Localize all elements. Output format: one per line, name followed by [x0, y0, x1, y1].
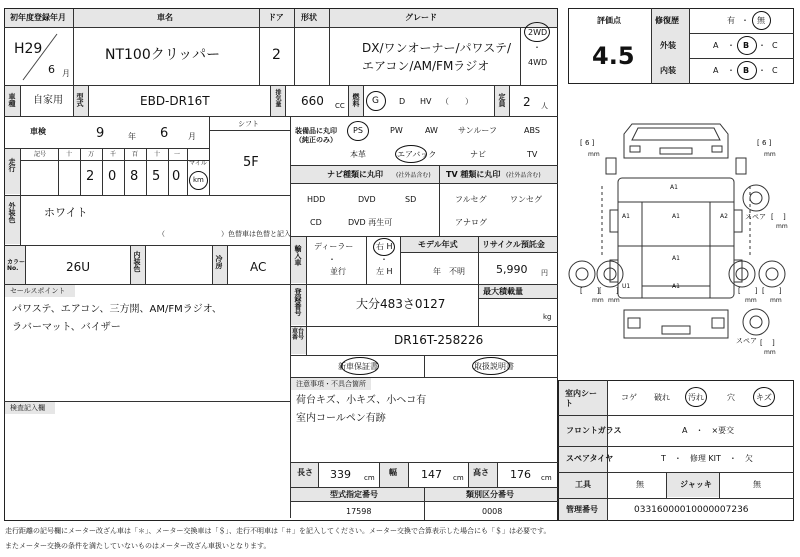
footnote-line2: またメーター交換の条件を満たしていないものはメーター改ざん車扱いとなります。 [5, 542, 271, 550]
mileage-unit-4: 十 [154, 151, 161, 158]
width-label: 幅 [389, 468, 397, 477]
interior-dot2: ・ [758, 66, 766, 75]
import-left: 左 H [376, 267, 393, 276]
sales-point-line1: パワステ、エアコン、三方開、AM/FMラジオ、 [12, 304, 222, 315]
exterior-label: 外装 [660, 41, 676, 50]
category-value: 0008 [482, 507, 503, 516]
exterior-c: C [772, 41, 778, 50]
interior-b: B [743, 66, 750, 75]
diagram-rear-mid-mm: mm [608, 297, 620, 304]
height-value: 176 [510, 468, 531, 481]
diagram-front-left-six: 6 [584, 139, 590, 147]
model-designation-value: 17598 [346, 507, 372, 516]
import-right: 右 H [376, 242, 393, 251]
damage-a1-center: A1 [672, 213, 680, 220]
warranty: 新車保証書 [338, 362, 378, 371]
spare-tire-label: スペアタイヤ [566, 454, 614, 463]
notes-line2: 室内コールペン有跡 [296, 413, 386, 424]
displacement-value: 660 [301, 94, 324, 108]
registration-value: 大分483さ0127 [356, 297, 446, 311]
equip-pw: PW [390, 126, 403, 135]
door-label: ドア [268, 13, 284, 22]
repair-dot: ・ [741, 16, 749, 25]
use-value: 自家用 [33, 95, 63, 106]
car-name-label: 車名 [157, 13, 173, 22]
chassis-value: DR16T-258226 [394, 333, 484, 347]
spare-tire-value: T ・ 修理 KIT ・ 欠 [661, 454, 753, 463]
equip-ps: PS [353, 126, 363, 135]
navi-sub: (社外品含む) [396, 172, 431, 179]
diagram-front-left-bracket: [ 6 ] [580, 139, 595, 147]
height-label: 高さ [473, 468, 489, 477]
equipment-label: 装備品に丸印（純正のみ） [295, 127, 337, 145]
model-year-label: モデル年式 [418, 240, 458, 249]
diagram-spare-label-2: スペア [736, 337, 757, 345]
displacement-label: 排気量 [274, 89, 281, 107]
damage-a2-right: A2 [720, 213, 728, 220]
sheet-stain: 汚れ [688, 393, 704, 402]
reg-year-value: H29 [14, 41, 43, 57]
width-value: 147 [421, 468, 442, 481]
damage-a1-lower: A1 [672, 255, 680, 262]
km-label: km [193, 176, 204, 184]
repair-no: 無 [757, 16, 765, 25]
drive-2wd: 2WD [528, 28, 548, 37]
diagram-rear-left-bracket: [ ] [580, 287, 600, 295]
sheet-koge: コゲ [621, 393, 637, 402]
footnote-line1: 走行距離の記号欄にメーター改ざん車は「＊」、メーター交換車は「＄」、走行不明車は「＃」を記入してください。メーター交換で合算表示した場合にも「＄」は必要です。 [5, 527, 551, 535]
color-note: （ ）色替車は色替と記入 [158, 230, 291, 238]
mileage-digit-4: 5 [152, 169, 161, 184]
navi-label: ナビ種類に丸印 [327, 170, 383, 179]
drive-dot: ・ [533, 43, 541, 52]
jack-label: ジャッキ [680, 480, 712, 489]
exterior-b: B [743, 41, 750, 50]
damage-u1-left: U1 [622, 283, 631, 290]
tv-sub: (社外品含む) [506, 172, 541, 179]
interior-a: A [713, 66, 719, 75]
diagram-rear-mid-bracket: [ ] [599, 287, 619, 295]
shape-label: 形状 [301, 13, 317, 22]
mgmt-value: 03316000010000007236 [634, 505, 749, 515]
tools-value: 無 [636, 480, 644, 489]
mileage-record-label: 記号 [34, 151, 47, 158]
navi-sd: SD [405, 195, 417, 204]
repair-yes: 有 [727, 16, 735, 25]
manual: 取扱説明書 [474, 362, 514, 371]
chassis-label: 車台番号 [292, 328, 305, 341]
tv-analog: アナログ [455, 218, 487, 227]
cc-unit: CC [335, 102, 345, 110]
recycle-label: リサイクル預託金 [482, 240, 545, 249]
mileage-digit-5: 0 [172, 169, 181, 184]
notes-line1: 荷台キズ、小キズ、小ヘコ有 [296, 395, 427, 406]
mileage-unit-2: 千 [110, 151, 117, 158]
windshield-value: A ・ ×要交 [682, 426, 735, 435]
diagram-rear-right1-bracket: [ ] [738, 287, 758, 295]
navi-cd: CD [310, 218, 322, 227]
equip-sunroof: サンルーフ [458, 126, 497, 135]
category-label: 類別区分番号 [466, 490, 514, 499]
color-code-label: カラーNo. [7, 259, 26, 272]
fuel-label: 燃料 [352, 93, 360, 107]
interior-color-label: 内装色 [133, 251, 141, 272]
recycle-value: 5,990 [496, 263, 528, 276]
diagram-spare-mm: mm [776, 223, 788, 230]
capacity-value: 2 [523, 95, 531, 109]
import-dealer: ディーラー [314, 242, 354, 251]
fuel-other: （ ） [441, 97, 473, 106]
interior-sheet-label: 室内シート [565, 389, 597, 409]
notes-label: 注意事項・不具合箇所 [296, 380, 366, 388]
equip-aw: AW [425, 126, 438, 135]
windshield-label: フロントガラス [566, 426, 622, 435]
sheet-scratch: キズ [756, 393, 772, 402]
inspection-label: 車検 [30, 127, 46, 136]
exterior-dot2: ・ [758, 41, 766, 50]
diagram-spare-bracket: [ ] [771, 213, 786, 221]
navi-hdd: HDD [307, 195, 326, 204]
mileage-digit-1: 2 [86, 169, 95, 184]
ac-value: AC [250, 260, 267, 274]
equip-airbag: エアバック [397, 150, 437, 159]
diagram-rear-right2-bracket: [ ] [762, 287, 782, 295]
fuel-d: D [399, 97, 406, 106]
tv-label: TV 種類に丸印 [446, 170, 501, 179]
mgmt-label: 管理番号 [566, 505, 598, 514]
equip-tv: TV [527, 150, 538, 159]
diagram-spare-mm-2: mm [764, 349, 776, 356]
equip-abs: ABS [524, 126, 540, 135]
sheet-yabure: 破れ [654, 393, 670, 402]
import-dot: ・ [328, 255, 336, 264]
damage-a1-left: A1 [622, 213, 630, 220]
sheet-hole: 穴 [727, 393, 735, 402]
registration-label: 登録番号 [294, 288, 302, 316]
score-value: 4.5 [592, 42, 635, 70]
yen-unit: 円 [541, 269, 548, 277]
jack-value: 無 [753, 480, 761, 489]
fuel-hv: HV [420, 97, 432, 106]
capacity-label: 定員 [498, 93, 506, 107]
interior-dot1: ・ [727, 66, 735, 75]
shift-label: シフト [238, 120, 259, 128]
grade-label: グレード [405, 13, 437, 22]
mileage-label: 走行 [8, 158, 16, 172]
inspector-label: 検査記入欄 [10, 404, 45, 412]
diagram-rear-right1-mm: mm [745, 297, 757, 304]
mileage-unit-1: 万 [88, 151, 95, 158]
mileage-unit-0: 十 [66, 151, 73, 158]
tv-oneseg: ワンセグ [510, 195, 542, 204]
interior-label: 内装 [660, 66, 676, 75]
diagram-spare-bracket-2: [ ] [760, 339, 775, 347]
ac-label: 冷房 [215, 255, 223, 269]
fuel-g: G [372, 96, 379, 106]
shift-value: 5F [243, 155, 259, 170]
inspection-month: 6 [160, 126, 169, 141]
mileage-unit-5: 一 [174, 151, 181, 158]
model-value: EBD-DR16T [140, 94, 210, 108]
score-label: 評価点 [597, 16, 621, 25]
model-year-value: 年 不明 [433, 267, 465, 276]
equip-navi: ナビ [470, 150, 486, 159]
mile-label: マイル [189, 160, 207, 167]
person-unit: 人 [541, 102, 548, 110]
color-code-value: 26U [66, 260, 91, 274]
damage-a1-top: A1 [670, 184, 678, 191]
damage-a1-bottom: A1 [672, 283, 680, 290]
kg-unit: kg [543, 313, 552, 321]
diagram-spare-label: スペア [745, 213, 766, 221]
car-name-value: NT100クリッパー [105, 47, 221, 63]
color-label: 外装色 [8, 202, 16, 223]
grade-line1: DX/ワンオーナー/パワステ/ [362, 41, 511, 55]
diagram-front-left-mm: mm [588, 151, 600, 158]
drive-4wd: 4WD [528, 58, 548, 67]
mileage-digit-2: 0 [108, 169, 117, 184]
model-designation-label: 型式指定番号 [330, 490, 378, 499]
width-unit: cm [453, 474, 464, 482]
exterior-a: A [713, 41, 719, 50]
reg-month-value: 6 [48, 63, 55, 76]
inspection-month-unit: 月 [188, 132, 196, 141]
height-unit: cm [541, 474, 552, 482]
diagram-front-right-bracket: [ 6 ] [757, 139, 772, 147]
reg-month-unit: 月 [62, 69, 70, 78]
navi-dvd: DVD [358, 195, 376, 204]
equip-leather: 本革 [350, 150, 366, 159]
diagram-front-right-mm: mm [764, 151, 776, 158]
grade-line2: エアコン/AM/FMラジオ [362, 59, 490, 73]
doors-value: 2 [272, 47, 281, 63]
use-label: 車種 [8, 93, 16, 107]
length-unit: cm [364, 474, 375, 482]
diagram-rear-left-mm: mm [592, 297, 604, 304]
diagram-rear-right2-mm: mm [770, 297, 782, 304]
interior-c: C [772, 66, 778, 75]
import-parallel: 並行 [330, 267, 346, 276]
tv-fullseg: フルセグ [455, 195, 487, 204]
inspection-year-unit: 年 [128, 132, 136, 141]
max-load-label: 最大積載量 [483, 287, 523, 296]
exterior-dot1: ・ [727, 41, 735, 50]
navi-dvd-play: DVD 再生可 [348, 218, 393, 227]
diagram-front-right-six: 6 [761, 139, 767, 147]
mileage-unit-3: 百 [132, 151, 139, 158]
inspection-year: 9 [96, 126, 105, 141]
import-label: 輸入車 [294, 245, 302, 266]
mileage-digit-3: 8 [130, 169, 139, 184]
import-dot2: ・ [380, 255, 388, 264]
color-value: ホワイト [44, 206, 88, 219]
length-label: 長さ [297, 468, 313, 477]
length-value: 339 [330, 468, 351, 481]
tools-label: 工具 [575, 480, 591, 489]
reg-year-label: 初年度登録年月 [10, 13, 66, 22]
sales-point-line2: ラバーマット、バイザー [12, 322, 121, 333]
repair-label: 修復歴 [655, 16, 679, 25]
model-label: 型式 [76, 93, 84, 107]
sales-point-label: セールスポイント [10, 287, 66, 295]
